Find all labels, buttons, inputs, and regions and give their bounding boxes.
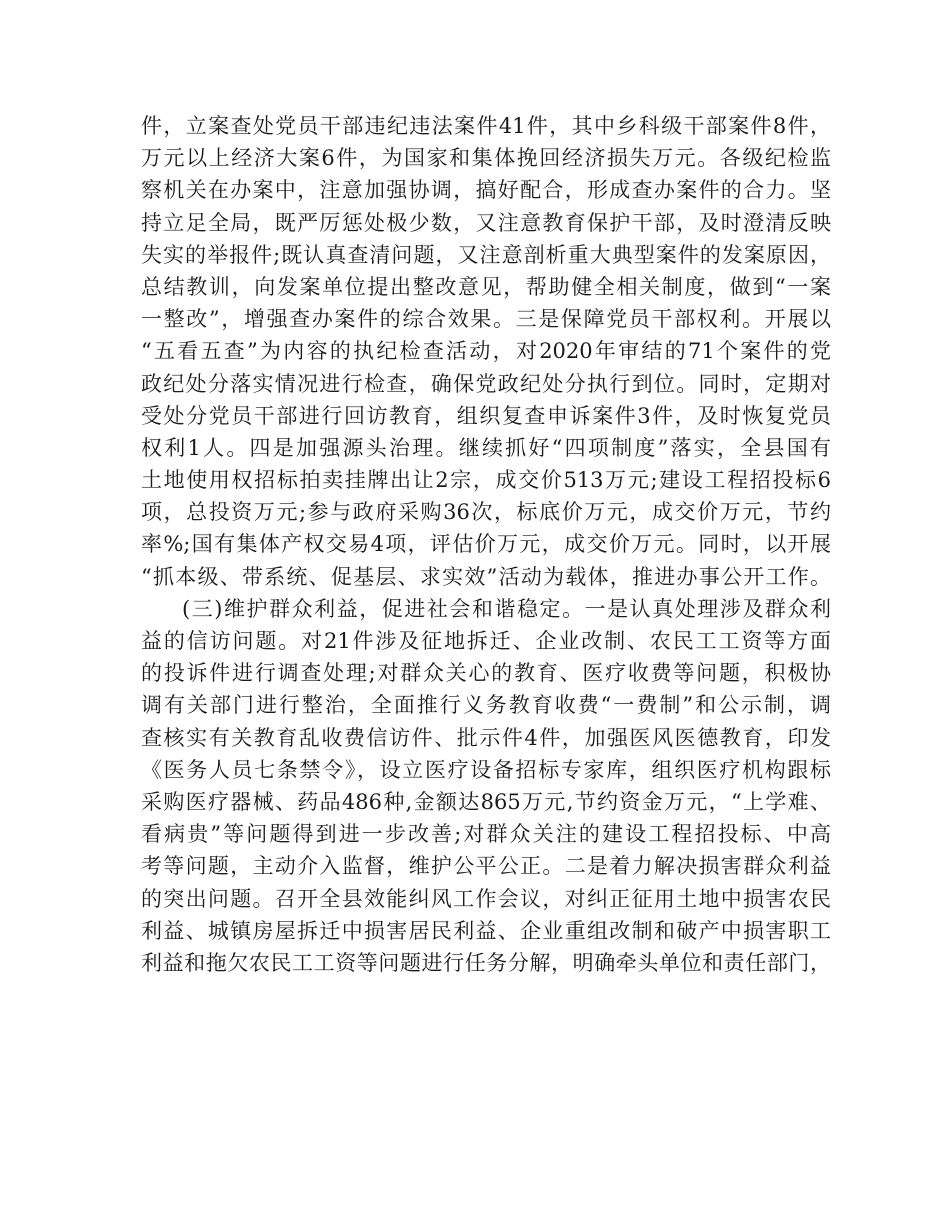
text-line: 万元以上经济大案6件，为国家和集体挽回经济损失万元。各级纪检监: [141, 146, 831, 171]
text-line: 的投诉件进行调查处理;对群众关心的教育、医疗收费等问题，积极协: [141, 661, 831, 686]
text-line: 持立足全局，既严厉惩处极少数，又注意教育保护干部，及时澄清反映: [141, 210, 831, 235]
text-line: “抓本级、带系统、促基层、求实效”活动为载体，推进办事公开工作。: [141, 564, 831, 589]
text-line: 总结教训，向发案单位提出整改意见，帮助健全相关制度，做到“一案: [141, 274, 831, 299]
text-line: 率%;国有集体产权交易4项，评估价万元，成交价万元。同时，以开展: [141, 532, 831, 557]
text-line: 受处分党员干部进行回访教育，组织复查申诉案件3件，及时恢复党员: [141, 403, 831, 428]
text-line: 项，总投资万元;参与政府采购36次，标底价万元，成交价万元，节约: [141, 500, 831, 525]
text-line: 考等问题，主动介入监督，维护公平公正。二是着力解决损害群众利益: [141, 854, 831, 879]
text-line: 益的信访问题。对21件涉及征地拆迁、企业改制、农民工工资等方面: [141, 629, 831, 653]
text-line: 土地使用权招标拍卖挂牌出让2宗，成交价513万元;建设工程招投标6: [141, 468, 831, 493]
text-line: 《医务人员七条禁令》，设立医疗设备招标专家库，组织医疗机构跟标: [141, 757, 831, 782]
paragraph-heading-line: (三)维护群众利益，促进社会和谐稳定。一是认真处理涉及群众利: [182, 596, 831, 621]
body-text: [141, 110, 831, 979]
text-line: 政纪处分落实情况进行检查，确保党政纪处分执行到位。同时，定期对: [141, 371, 831, 396]
text-line: 利益和拖欠农民工工资等问题进行任务分解，明确牵头单位和责任部门，: [141, 950, 831, 975]
text-line: 利益、城镇房屋拆迁中损害居民利益、企业重组改制和破产中损害职工: [141, 918, 831, 943]
text-line: 查核实有关教育乱收费信访件、批示件4件，加强医风医德教育，印发: [141, 725, 831, 750]
text-line: 采购医疗器械、药品486种,金额达865万元,节约资金万元，“上学难、: [141, 789, 831, 814]
text-line: 的突出问题。召开全县效能纠风工作会议，对纠正征用土地中损害农民: [141, 886, 831, 911]
text-line: 一整改”，增强查办案件的综合效果。三是保障党员干部权利。开展以: [141, 307, 831, 332]
text-line: 权利1人。四是加强源头治理。继续抓好“四项制度”落实，全县国有: [141, 435, 831, 460]
text-line: 看病贵”等问题得到进一步改善;对群众关注的建设工程招投标、中高: [141, 822, 831, 847]
text-line: “五看五查”为内容的执纪检查活动，对2020年审结的71个案件的党: [141, 339, 831, 364]
text-line: 察机关在办案中，注意加强协调，搞好配合，形成查办案件的合力。坚: [141, 178, 831, 203]
text-line: 件，立案查处党员干部违纪违法案件41件，其中乡科级干部案件8件，: [141, 114, 831, 138]
text-line: 失实的举报件;既认真查清问题，又注意剖析重大典型案件的发案原因，: [141, 242, 831, 267]
text-line: 调有关部门进行整治，全面推行义务教育收费“一费制”和公示制，调: [141, 693, 831, 718]
